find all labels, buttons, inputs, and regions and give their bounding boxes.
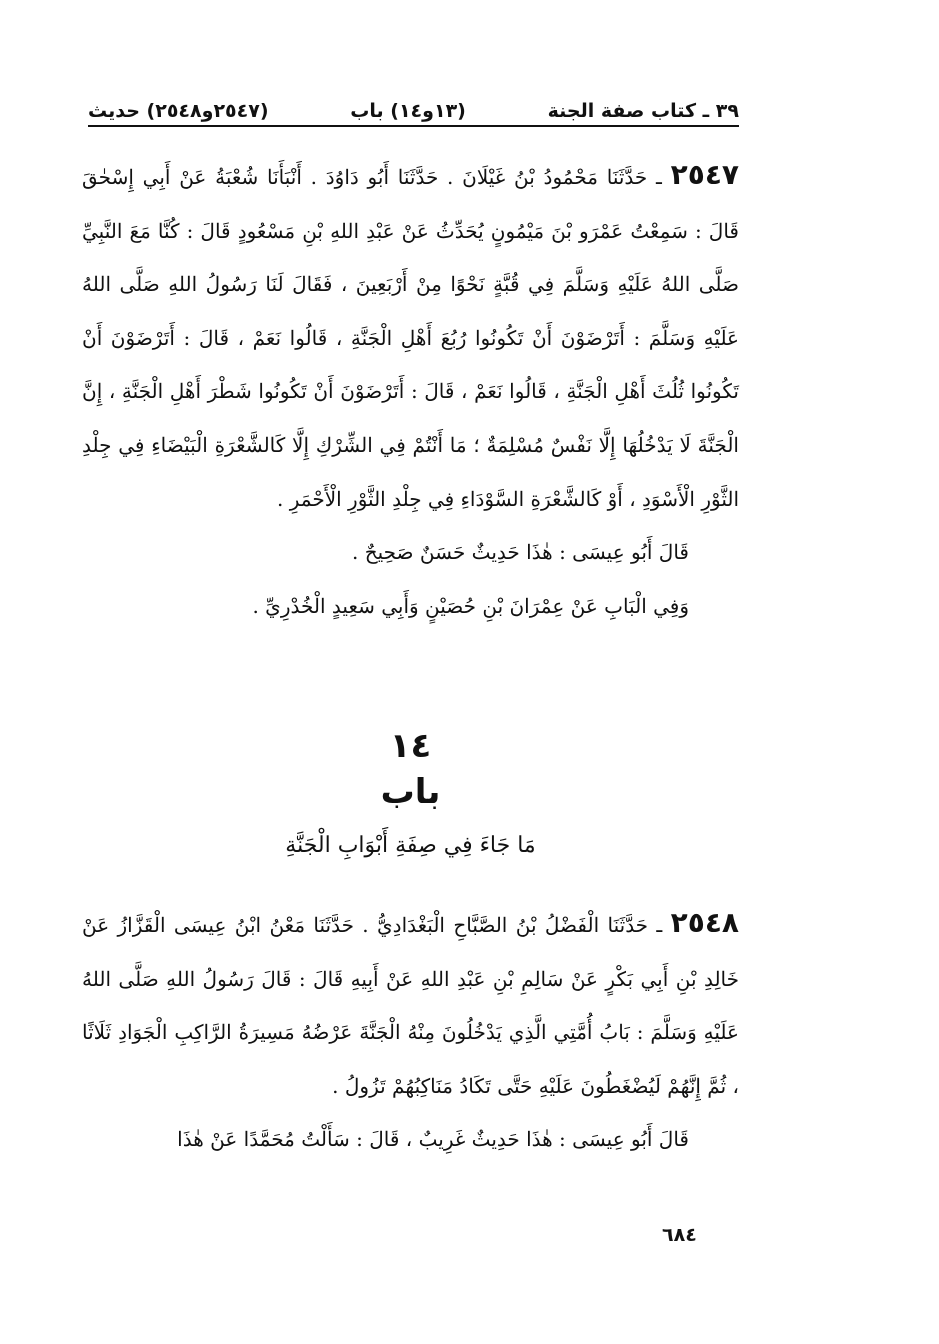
hadith-body: ـ حَدَّثَنَا الْفَضْلُ بْنُ الصَّبَّاحِ الْبَغْدَادِيُّ . حَدَّثَنَا مَعْنُ ابْنُ عِيسَى الْقَزَّازُ عَنْ خَالِدِ بْنِ أَبِي بَكْرٍ عَنْ سَالِمِ بْنِ عَبْدِ اللهِ عَنْ أَبِيهِ قَالَ : قَالَ رَسُولُ اللهِ صَلَّى اللهُ عَلَيْهِ وَسَلَّمَ : بَابُ أُمَّتِي الَّذِي يَدْخُلُونَ مِنْهُ الْجَنَّةَ عَرْضُهُ مَسِيرَةُ الرَّاكِبِ الْجَوَادِ ثَلَاثًا ، ثُمَّ إِنَّهُمْ لَيُضْغَطُونَ عَلَيْهِ حَتَّى تَكَادُ مَنَاكِبُهُمْ تَزُولُ . xyxy=(82,913,739,1098)
running-header xyxy=(88,82,739,122)
header-rule xyxy=(88,125,739,127)
chapter-subtitle: مَا جَاءَ فِي صِفَةِ أَبْوَابِ الْجَنَّةِ xyxy=(285,833,536,858)
hadith-number: ٢٥٤٨ xyxy=(670,906,740,939)
chapter-title: باب xyxy=(380,772,441,812)
hadith-2547-block xyxy=(82,148,739,633)
page-number: ٦٨٤ xyxy=(662,1224,697,1246)
chapter-number: ١٤ xyxy=(389,726,432,766)
hadith-2548-block xyxy=(82,896,739,1167)
hadith-2547-text xyxy=(82,148,739,526)
header-chapter: ٣٩ ـ كتاب صفة الجنة xyxy=(547,100,739,122)
hadith-2548-text xyxy=(82,896,739,1113)
hadith-number: ٢٥٤٧ xyxy=(670,158,739,191)
hadith-body: ـ حَدَّثَنَا مَحْمُودُ بْنُ غَيْلَانَ . حَدَّثَنَا أَبُو دَاوُدَ . أَنْبَأَنَا شُعْبَةُ عَنْ أَبِي إِسْحٰقَ قَالَ : سَمِعْتُ عَمْرَو بْنَ مَيْمُونٍ يُحَدِّثُ عَنْ عَبْدِ اللهِ بْنِ مَسْعُودٍ قَالَ : كُنَّا مَعَ النَّبِيِّ صَلَّى اللهُ عَلَيْهِ وَسَلَّمَ فِي قُبَّةٍ نَحْوًا مِنْ أَرْبَعِينَ ، فَقَالَ لَنَا رَسُولُ اللهِ صَلَّى اللهُ عَلَيْهِ وَسَلَّمَ : أَتَرْضَوْنَ أَنْ تَكُونُوا رُبُعَ أَهْلِ الْجَنَّةِ ، قَالُوا نَعَمْ ، قَالَ : أَتَرْضَوْنَ أَنْ تَكُونُوا ثُلُثَ أَهْلِ الْجَنَّةِ ، قَالُوا نَعَمْ ، قَالَ : أَتَرْضَوْنَ أَنْ تَكُونُوا شَطْرَ أَهْلِ الْجَنَّةِ ، إِنَّ الْجَنَّةَ لَا يَدْخُلُهَا إِلَّا نَفْسٌ مُسْلِمَةٌ ؛ مَا أَنْتُمْ فِي الشِّرْكِ إِلَّا كَالشَّعْرَةِ الْبَيْضَاءِ فِي جِلْدِ الثَّوْرِ الْأَسْوَدِ ، أَوْ كَالشَّعْرَةِ السَّوْدَاءِ فِي جِلْدِ الثَّوْرِ الْأَحْمَرِ . xyxy=(82,165,739,511)
header-hadith-range: (٢٥٤٧و٢٥٤٨) حديث xyxy=(88,100,269,122)
hadith-2547-grading: قَالَ أَبُو عِيسَى : هٰذَا حَدِيثٌ حَسَنٌ صَحِيحٌ . xyxy=(351,540,689,565)
header-bab: (١٣و١٤) باب xyxy=(350,100,466,122)
hadith-2548-comment: قَالَ أَبُو عِيسَى : هٰذَا حَدِيثٌ غَرِيبٌ ، قَالَ : سَأَلْتُ مُحَمَّدًا عَنْ هٰذَا xyxy=(177,1127,689,1152)
hadith-2547-related: وَفِي الْبَابِ عَنْ عِمْرَانَ بْنِ حُصَيْنٍ وَأَبِي سَعِيدٍ الْخُدْرِيِّ . xyxy=(252,593,689,618)
